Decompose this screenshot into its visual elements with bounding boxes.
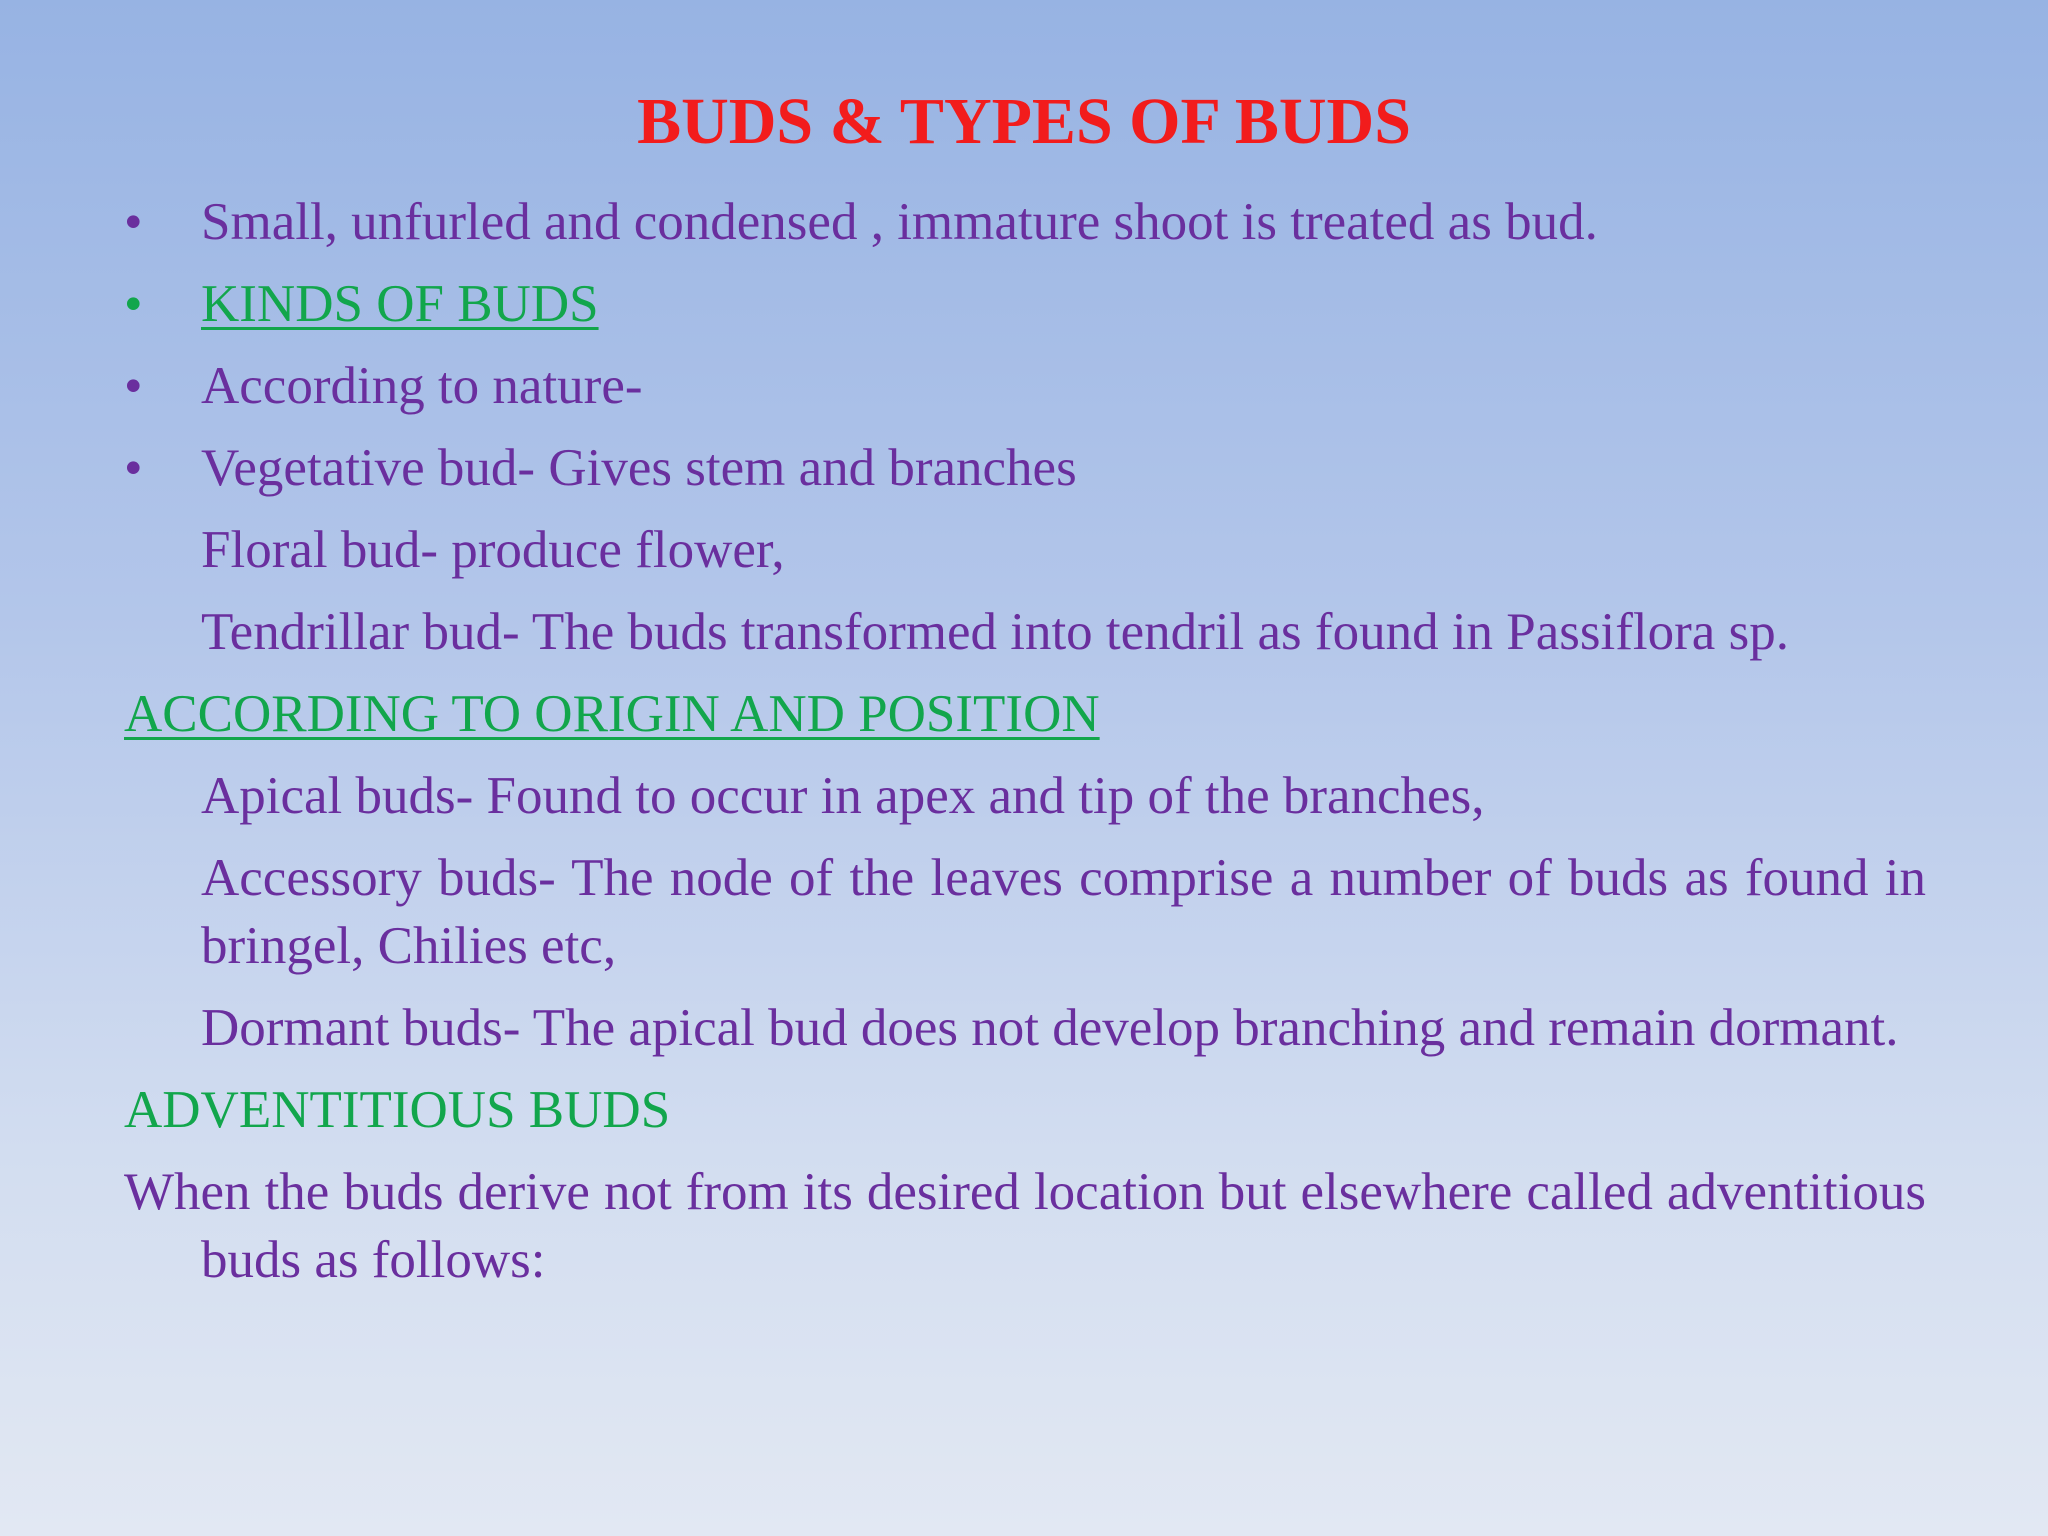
accessory-text: Accessory buds- The node of the leaves comprise a number of buds as found in bringel, Chilies etc,: [201, 849, 1926, 975]
bullet-item-kinds: [124, 270, 1926, 338]
bullet-marker: •: [124, 275, 143, 333]
origin-position-heading-row: [124, 680, 1926, 748]
origin-position-heading: ACCORDING TO ORIGIN AND POSITION: [124, 685, 1100, 743]
floral-text: Floral bud- produce flower,: [201, 521, 785, 579]
slide-body: [124, 188, 1926, 1308]
bullet-item-definition: [124, 188, 1926, 256]
bullet-item-nature: [124, 352, 1926, 420]
tendrillar-text: Tendrillar bud- The buds transformed into tendril as found in Passiflora sp.: [201, 603, 1789, 661]
vegetative-text: Vegetative bud- Gives stem and branches: [201, 439, 1077, 497]
bullet-item-vegetative: [124, 434, 1926, 502]
dormant-text: Dormant buds- The apical bud does not develop branching and remain dormant.: [201, 999, 1899, 1057]
kinds-of-buds-heading: KINDS OF BUDS: [201, 275, 599, 333]
bullet-marker: •: [124, 439, 143, 497]
nature-text: According to nature-: [201, 357, 643, 415]
bullet-marker: •: [124, 357, 143, 415]
apical-text: Apical buds- Found to occur in apex and tip of the branches,: [201, 767, 1485, 825]
definition-text: Small, unfurled and condensed , immature shoot is treated as bud.: [201, 193, 1598, 251]
adventitious-heading: ADVENTITIOUS BUDS: [124, 1081, 671, 1139]
adventitious-description: When the buds derive not from its desired location but elsewhere called adventitious buds as follows:: [124, 1163, 1926, 1289]
slide-title: BUDS & TYPES OF BUDS: [637, 85, 1411, 158]
bullet-marker: •: [124, 193, 143, 251]
